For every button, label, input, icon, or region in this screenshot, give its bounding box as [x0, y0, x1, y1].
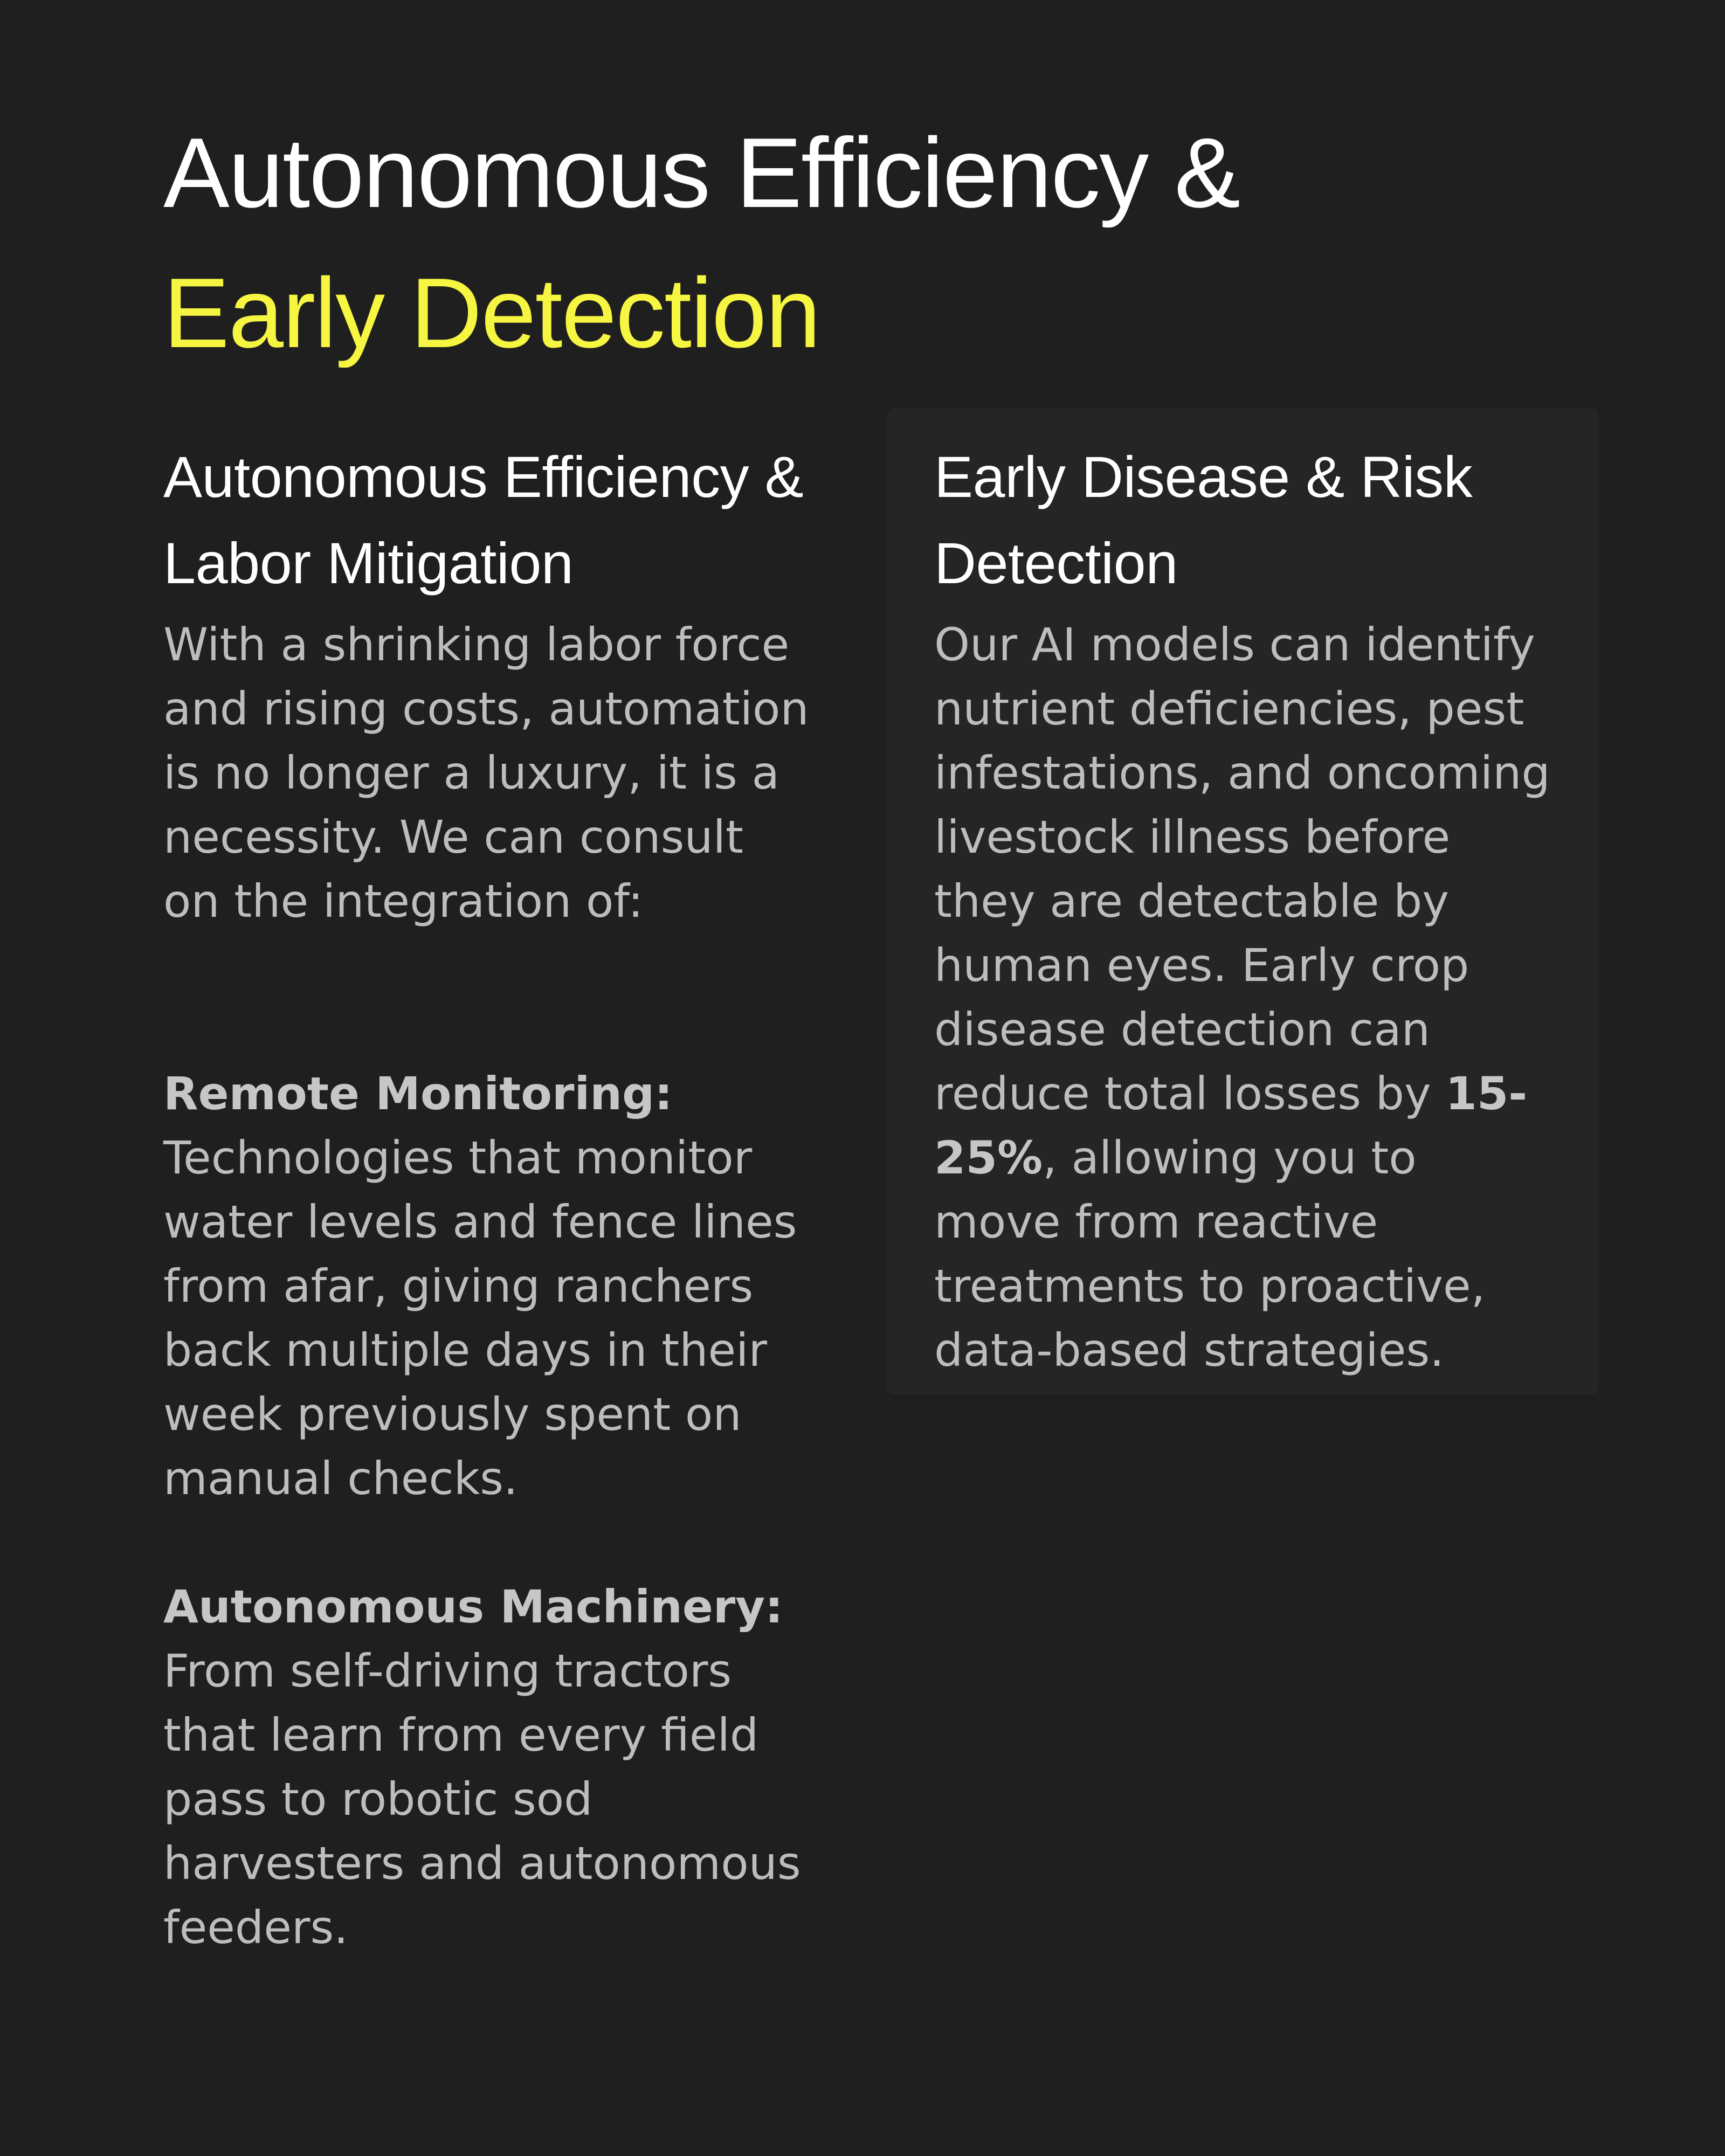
loss-reduction-stat: 15-25%: [934, 1067, 1528, 1184]
page-title-line-1: Autonomous Efficiency &: [163, 117, 1240, 228]
disease-detection-text: [934, 613, 1551, 1383]
autonomous-machinery-label: Autonomous Machinery:: [163, 1580, 783, 1633]
disease-detection-text-end: , allowing you to move from reactive treatments to proactive, data-based strategies.: [934, 1131, 1486, 1377]
remote-monitoring-text: Technologies that monitor water levels and fence lines from afar, giving ranchers back multiple days in their week previously spent on manual checks.: [163, 1131, 797, 1505]
remote-monitoring-item: [163, 1062, 810, 1511]
disease-detection-text-start: Our AI models can identify nutrient deficiencies, pest infestations, and oncoming livestock illness before they are detectable by human eyes. Early crop disease detection can reduce total losses by: [934, 618, 1550, 1120]
disease-detection-heading: Early Disease & Risk Detection: [934, 444, 1473, 596]
page-title-line-2-highlight: Early Detection: [163, 257, 820, 368]
autonomous-machinery-item: [163, 1575, 810, 1960]
labor-mitigation-heading: Autonomous Efficiency & Labor Mitigation: [163, 444, 804, 596]
page-title: [163, 102, 1565, 383]
labor-mitigation-section: [163, 434, 810, 1960]
disease-detection-card: [887, 408, 1598, 1394]
remote-monitoring-label: Remote Monitoring:: [163, 1067, 673, 1120]
labor-mitigation-intro: With a shrinking labor force and rising costs, automation is no longer a luxury, it is a necessity. We can consult on the integration of:: [163, 618, 809, 928]
autonomous-machinery-text: From self-driving tractors that learn from every field pass to robotic sod harvesters and autonomous feeders.: [163, 1644, 801, 1954]
